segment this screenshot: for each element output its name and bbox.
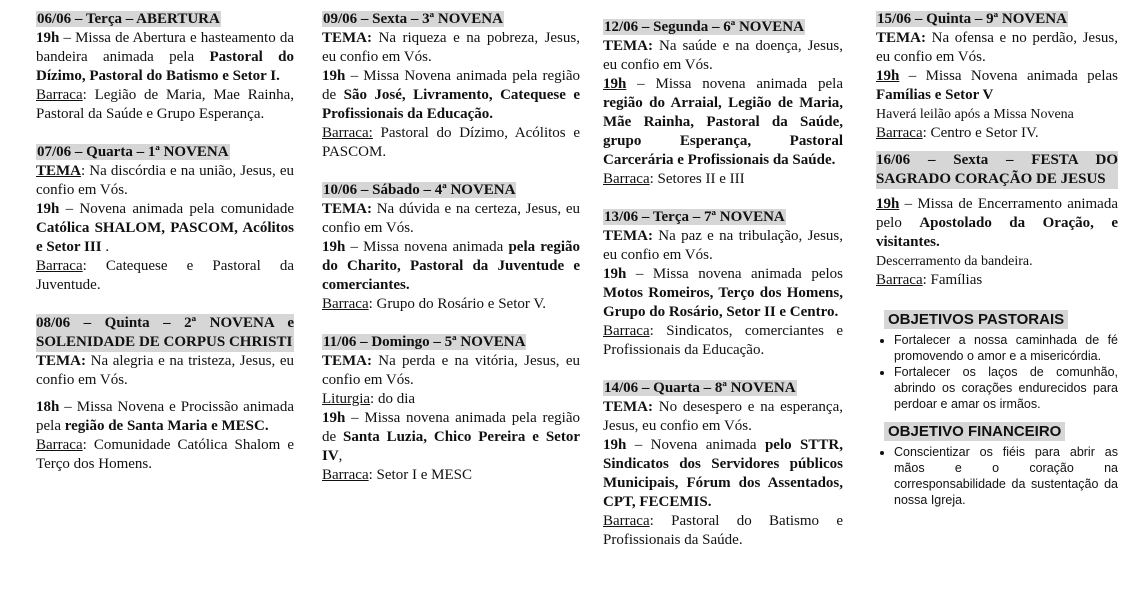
column-2: [322, 10, 580, 504]
day-1106: [322, 333, 580, 485]
barraca-text: : Setor I e MESC: [368, 467, 472, 483]
tema-text: Na alegria e na tristeza, Jesus, eu confio em Vós.: [36, 353, 294, 388]
tema-line: [603, 398, 843, 436]
mass-groups: Famílias e Setor V: [876, 87, 994, 103]
tema-label: TEMA:: [322, 353, 372, 369]
tema-label: TEMA:: [603, 399, 653, 415]
mass-groups: Motos Romeiros, Terço dos Homens, Grupo do Rosário, Setor II e Centro.: [603, 285, 843, 320]
objetivo-financeiro: [876, 422, 1118, 508]
mass-line: [603, 75, 843, 170]
mass-line: [322, 238, 580, 295]
barraca-label: Barraca: [322, 296, 369, 312]
tema-label: TEMA:: [603, 38, 653, 54]
list-item: • Fortalecer os laços de comunhão, abrindo os corações endurecidos para perdoar e amar os irmãos.: [894, 364, 1118, 412]
mass-text: – Novena animada pela comunidade: [59, 201, 294, 217]
barraca-label: Barraca:: [322, 125, 373, 141]
time: 19h: [36, 30, 60, 46]
tema-text: No desespero e na esperança, Jesus, eu confio em Vós.: [603, 399, 843, 434]
day-0806: [36, 314, 294, 474]
tema-line: [603, 37, 843, 75]
tema-text: Na saúde e na doença, Jesus, eu confio em Vós.: [603, 38, 843, 73]
tema-label: TEMA:: [876, 30, 926, 46]
mass-line: [876, 195, 1118, 252]
barraca-line: [876, 124, 1118, 143]
tema-line: [322, 352, 580, 390]
barraca-line: [322, 124, 580, 162]
mass-text: – Missa de Encerramento animada pelo: [876, 196, 1118, 231]
tema-line: [36, 352, 294, 390]
day-0606: [36, 10, 294, 124]
day-1206: [603, 18, 843, 189]
tema-label: TEMA:: [322, 201, 372, 217]
barraca-text: : Famílias: [922, 272, 983, 288]
liturgia-line: [322, 390, 580, 409]
tema-line: [322, 200, 580, 238]
time: 19h: [322, 68, 346, 84]
day-1606: [876, 151, 1118, 290]
barraca-line: [876, 271, 1118, 290]
time: 19h: [876, 196, 900, 212]
tema-text: Na perda e na vitória, Jesus, eu confio em Vós.: [322, 353, 580, 388]
barraca-text: : Pastoral do Batismo e Profissionais da Saúde.: [603, 513, 843, 548]
time: 19h: [36, 201, 60, 217]
tema-line: [36, 162, 294, 200]
day-heading: 12/06 – Segunda – 6ª NOVENA: [604, 19, 804, 35]
mass-groups: região de Santa Maria e MESC.: [64, 418, 269, 434]
mass-end: ,: [338, 448, 343, 464]
barraca-label: Barraca: [322, 467, 369, 483]
tema-label: TEMA:: [36, 353, 86, 369]
barraca-text: : Catequese e Pastoral da Juventude.: [36, 258, 294, 293]
liturgia-text: : do dia: [370, 391, 416, 407]
mass-groups: pelo STTR, Sindicatos dos Servidores públicos Municipais, Fórum dos Assentados, CPT, FECEMIS.: [603, 437, 843, 510]
mass-groups: Santa Luzia, Chico Pereira e Setor IV: [322, 429, 580, 464]
barraca-label: Barraca: [876, 125, 923, 141]
column-4: [876, 10, 1118, 508]
time: 19h: [876, 68, 900, 84]
column-3: [603, 18, 843, 569]
mass-text: – Novena animada: [626, 437, 765, 453]
time: 18h: [36, 399, 60, 415]
time: 19h: [603, 266, 627, 282]
mass-text: – Missa de Abertura e hasteamento da bandeira animada pela: [36, 30, 294, 65]
mass-text: – Missa novena animada: [345, 239, 509, 255]
barraca-line: [36, 436, 294, 474]
day-1406: [603, 379, 843, 550]
day-heading: 13/06 – Terça – 7ª NOVENA: [604, 209, 785, 225]
tema-text: Na riqueza e na pobreza, Jesus, eu confio em Vós.: [322, 30, 580, 65]
barraca-label: Barraca: [603, 513, 650, 529]
note-line: Haverá leilão após a Missa Novena: [876, 107, 1074, 122]
list-item: • Fortalecer a nossa caminhada de fé promovendo o amor e a misericórdia.: [894, 332, 1118, 364]
day-0906: [322, 10, 580, 162]
mass-text: – Missa Novena animada pela região de: [322, 68, 580, 103]
mass-line: [36, 398, 294, 436]
mass-groups: Pastoral do Dízimo, Pastoral do Batismo e Setor I.: [36, 49, 294, 84]
day-heading: 07/06 – Quarta – 1ª NOVENA: [37, 144, 229, 160]
mass-groups: pela região do Charito, Pastoral da Juventude e comerciantes.: [322, 239, 580, 293]
tema-text: : Na discórdia e na união, Jesus, eu confio em Vós.: [36, 163, 294, 198]
tema-text: Na ofensa e no perdão, Jesus, eu confio em Vós.: [876, 30, 1118, 65]
mass-groups: São José, Livramento, Catequese e Profissionais da Educação.: [322, 87, 580, 122]
tema-line: [603, 227, 843, 265]
mass-line: [36, 200, 294, 257]
time: 19h: [322, 239, 346, 255]
tema-label: TEMA:: [603, 228, 653, 244]
mass-end: .: [101, 239, 110, 255]
barraca-text: : Centro e Setor IV.: [922, 125, 1039, 141]
mass-text: – Missa novena animada pela: [626, 76, 843, 92]
barraca-text: : Comunidade Católica Shalom e Terço dos Homens.: [36, 437, 294, 472]
mass-text: – Missa Novena animada pelas: [899, 68, 1118, 84]
time: 19h: [322, 410, 346, 426]
barraca-text: Pastoral do Dízimo, Acólitos e PASCOM.: [322, 125, 580, 160]
note-line: Descerramento da bandeira.: [876, 254, 1033, 269]
barraca-text: : Setores II e III: [649, 171, 745, 187]
mass-text: – Missa novena animada pela região de: [322, 410, 580, 445]
day-heading: 08/06 – Quinta – 2ª NOVENA e SOLENIDADE DE CORPUS CHRISTI: [36, 315, 294, 350]
tema-label: TEMA: [36, 163, 81, 179]
mass-groups: Apostolado da Oração, e visitantes.: [876, 215, 1119, 250]
tema-line: [876, 29, 1118, 67]
mass-line: [322, 409, 580, 466]
time: 19h: [603, 76, 627, 92]
day-1306: [603, 208, 843, 360]
day-heading: 16/06 – Sexta – FESTA DO SAGRADO CORAÇÃO DE JESUS: [876, 152, 1118, 187]
barraca-line: [322, 295, 580, 314]
mass-line: [603, 265, 843, 322]
barraca-label: Barraca: [36, 258, 83, 274]
objetivo-financeiro-list: [876, 444, 1118, 508]
barraca-label: Barraca: [36, 437, 83, 453]
tema-text: Na paz e na tribulação, Jesus, eu confio em Vós.: [603, 228, 843, 263]
list-item: • Conscientizar os fiéis para abrir as mãos e o coração na corresponsabilidade da sustentação da nossa Igreja.: [894, 444, 1118, 508]
mass-groups: Católica SHALOM, PASCOM, Acólitos e Setor III: [36, 220, 294, 255]
barraca-line: [603, 512, 843, 550]
day-heading: 14/06 – Quarta – 8ª NOVENA: [604, 380, 796, 396]
liturgia-label: Liturgia: [322, 391, 371, 407]
day-heading: 09/06 – Sexta – 3ª NOVENA: [323, 11, 503, 27]
day-1506: [876, 10, 1118, 143]
barraca-line: [322, 466, 580, 485]
mass-line: [322, 67, 580, 124]
column-1: [36, 10, 294, 493]
objetivos-pastorais-list: [876, 332, 1118, 412]
objetivo-financeiro-title: OBJETIVO FINANCEIRO: [884, 422, 1065, 441]
barraca-line: [36, 257, 294, 295]
day-heading: 06/06 – Terça – ABERTURA: [37, 11, 220, 27]
day-heading: 11/06 – Domingo – 5ª NOVENA: [323, 334, 526, 350]
day-1006: [322, 181, 580, 314]
tema-line: [322, 29, 580, 67]
barraca-line: [603, 170, 843, 189]
barraca-text: : Sindicatos, comerciantes e Profissionais da Educação.: [603, 323, 843, 358]
mass-line: [876, 67, 1118, 105]
mass-line: [36, 29, 294, 86]
mass-text: – Missa novena animada pelos: [626, 266, 843, 282]
objetivos-pastorais: [876, 310, 1118, 412]
barraca-line: [603, 322, 843, 360]
objetivos-pastorais-title: OBJETIVOS PASTORAIS: [884, 310, 1068, 329]
barraca-line: [36, 86, 294, 124]
mass-text: – Missa Novena e Procissão animada pela: [36, 399, 294, 434]
mass-line: [603, 436, 843, 512]
day-heading: 15/06 – Quinta – 9ª NOVENA: [877, 11, 1067, 27]
barraca-text: : Grupo do Rosário e Setor V.: [368, 296, 546, 312]
barraca-text: : Legião de Maria, Mae Rainha, Pastoral da Saúde e Grupo Esperança.: [36, 87, 294, 122]
day-0706: [36, 143, 294, 295]
tema-text: Na dúvida e na certeza, Jesus, eu confio em Vós.: [322, 201, 580, 236]
mass-groups: região do Arraial, Legião de Maria, Mãe Rainha, Pastoral da Saúde, grupo Esperança, Pastoral Carcerária e Profissionais da Saúde.: [603, 95, 843, 168]
barraca-label: Barraca: [36, 87, 83, 103]
day-heading: 10/06 – Sábado – 4ª NOVENA: [323, 182, 516, 198]
barraca-label: Barraca: [603, 323, 650, 339]
barraca-label: Barraca: [603, 171, 650, 187]
time: 19h: [603, 437, 627, 453]
tema-label: TEMA:: [322, 30, 372, 46]
barraca-label: Barraca: [876, 272, 923, 288]
